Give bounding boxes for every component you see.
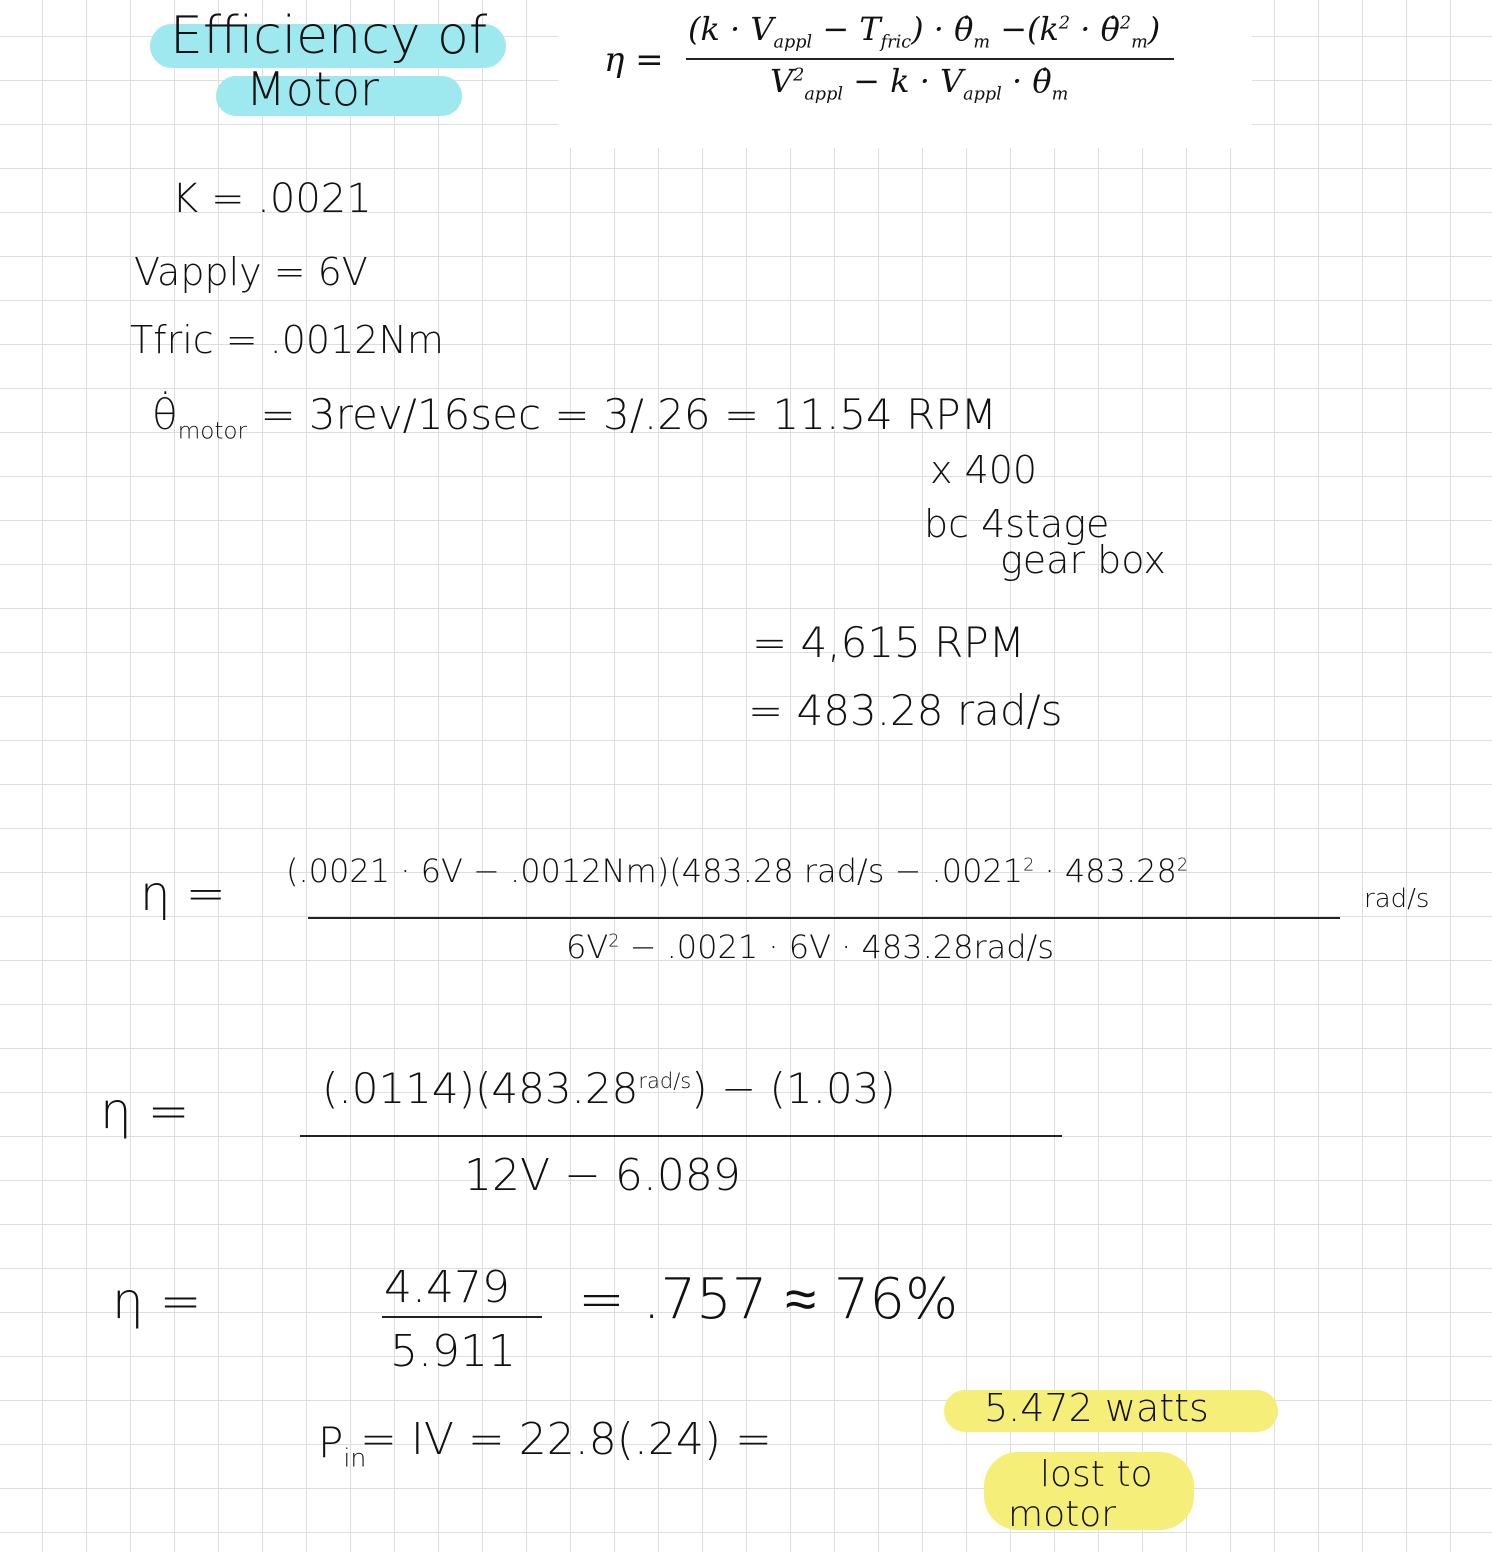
eq3-result: = .757 ≈ 76%: [578, 1267, 959, 1332]
given-tfric: Tfric = .0012Nm: [130, 318, 444, 362]
title-line-2: Motor: [246, 62, 379, 116]
note-bc-line2: gear box: [1000, 538, 1166, 582]
eq1-numerator-unit: rad/s: [1364, 884, 1430, 914]
given-theta: $\thetȧ_{motor} = 3rev/16\sec = 3/.26 = 11.54$ RPM: [152, 390, 997, 445]
power-result: 5.472 watts: [984, 1386, 1209, 1430]
eq3-numerator: 4.479: [384, 1262, 510, 1313]
power-note-line2: motor: [1008, 1494, 1117, 1535]
eq2-denominator: 12V − 6.089: [464, 1150, 741, 1201]
given-vapply: Vapply = 6V: [134, 250, 368, 294]
formula-fraction-bar: [686, 58, 1174, 60]
power-note-line1: lost to: [1040, 1454, 1153, 1495]
note-bc-line1: bc 4stage: [924, 502, 1110, 546]
eq2-fraction-bar: [300, 1135, 1062, 1137]
note-rads: = 483.28 rad/s: [748, 686, 1063, 735]
note-rpm: = 4,615 RPM: [752, 618, 1025, 667]
title-line-1: Efficiency of: [170, 6, 488, 66]
eq1-denominator: $6V^2 - .0021 \cdot 6V \cdot 483.28rad/s$: [566, 928, 1054, 966]
eq3-fraction-bar: [382, 1316, 542, 1318]
eq1-lhs: η =: [140, 866, 226, 922]
given-k: K = .0021: [172, 176, 372, 222]
power-label: $P_{in}$: [318, 1418, 367, 1473]
formula-numerator: $(k \cdot V_{appl} - T_{fric})$ · $\thetȧ_m -(k^2$ · θ̇$^2_m$): [688, 10, 1161, 53]
formula-denominator: $V^2_{appl} - k \cdot V_{appl}$ · $\thetȧ_m$: [770, 62, 1069, 105]
eq3-lhs: η =: [112, 1272, 202, 1330]
eq1-fraction-bar: [308, 917, 1340, 919]
eq2-numerator: $(.0114)(483.28^{rad/s}) - (1.03)$: [322, 1064, 896, 1113]
eq2-lhs: η =: [100, 1082, 190, 1140]
formula-lhs: η =: [604, 40, 664, 80]
note-times-400: x 400: [930, 448, 1038, 492]
power-equation: = IV = 22.8(.24) =: [360, 1414, 772, 1465]
eq3-denominator: 5.911: [390, 1326, 516, 1377]
eq1-numerator: (.0021 · 6V − .0012Nm)(483.28 $rad/s - .0021^2 \cdot 483.28^2$: [286, 852, 1189, 890]
